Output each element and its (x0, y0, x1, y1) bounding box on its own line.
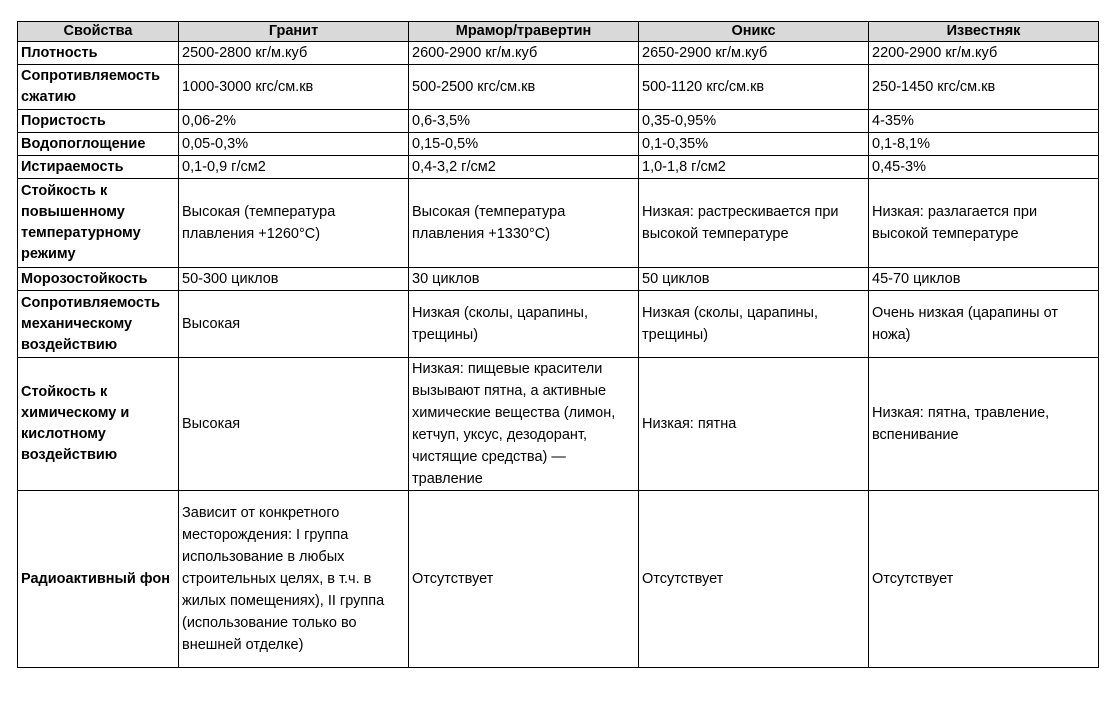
value-cell-limestone: Очень низкая (царапины от ножа) (869, 291, 1099, 358)
property-cell: Сопротивляемость механическому воздействию (18, 291, 179, 358)
value-cell-granite: 0,05-0,3% (179, 133, 409, 156)
value-cell-granite: Высокая (179, 358, 409, 491)
property-cell: Плотность (18, 42, 179, 65)
value-cell-marble: Низкая: пищевые красители вызывают пятна, а активные химические вещества (лимон, кетчуп, уксус, дезодорант, чистящие средства) — травление (409, 358, 639, 491)
table-row (18, 133, 1099, 156)
value-cell-marble: Низкая (сколы, царапины, трещины) (409, 291, 639, 358)
header-row (18, 22, 1099, 42)
value-cell-marble: 500-2500 кгс/см.кв (409, 65, 639, 110)
table-row (18, 291, 1099, 358)
header-cell-onyx: Оникс (639, 22, 869, 42)
value-cell-granite: 1000-3000 кгс/см.кв (179, 65, 409, 110)
value-cell-onyx: 500-1120 кгс/см.кв (639, 65, 869, 110)
value-cell-onyx: 0,1-0,35% (639, 133, 869, 156)
value-cell-marble: 0,4-3,2 г/см2 (409, 156, 639, 179)
value-cell-onyx: 50 циклов (639, 268, 869, 291)
table-row (18, 65, 1099, 110)
header-cell-granite: Гранит (179, 22, 409, 42)
value-cell-granite: 0,06-2% (179, 110, 409, 133)
value-cell-marble: Отсутствует (409, 491, 639, 668)
value-cell-onyx: Отсутствует (639, 491, 869, 668)
header-cell-limestone: Известняк (869, 22, 1099, 42)
property-cell: Морозостойкость (18, 268, 179, 291)
value-cell-granite: 0,1-0,9 г/см2 (179, 156, 409, 179)
table-row (18, 358, 1099, 491)
value-cell-granite: Высокая (температура плавления +1260°C) (179, 179, 409, 268)
value-cell-onyx: Низкая: растрескивается при высокой температуре (639, 179, 869, 268)
table-row (18, 156, 1099, 179)
value-cell-limestone: Отсутствует (869, 491, 1099, 668)
table-row (18, 110, 1099, 133)
property-cell: Сопротивляемость сжатию (18, 65, 179, 110)
table-row (18, 42, 1099, 65)
header-cell-properties: Свойства (18, 22, 179, 42)
table-row (18, 268, 1099, 291)
value-cell-limestone: Низкая: пятна, травление, вспенивание (869, 358, 1099, 491)
property-cell: Пористость (18, 110, 179, 133)
value-cell-limestone: 250-1450 кгс/см.кв (869, 65, 1099, 110)
stone-properties-table (17, 21, 1099, 668)
value-cell-marble: Высокая (температура плавления +1330°C) (409, 179, 639, 268)
value-cell-limestone: 0,45-3% (869, 156, 1099, 179)
value-cell-onyx: Низкая: пятна (639, 358, 869, 491)
table-row (18, 491, 1099, 668)
value-cell-limestone: 45-70 циклов (869, 268, 1099, 291)
value-cell-onyx: 0,35-0,95% (639, 110, 869, 133)
value-cell-granite: Зависит от конкретного месторождения: I группа использование в любых строительных целях, в т.ч. в жилых помещениях), II группа (использование только во внешней отделке) (179, 491, 409, 668)
value-cell-limestone: Низкая: разлагается при высокой температуре (869, 179, 1099, 268)
value-cell-marble: 2600-2900 кг/м.куб (409, 42, 639, 65)
property-cell: Стойкость к химическому и кислотному воздействию (18, 358, 179, 491)
property-cell: Водопоглощение (18, 133, 179, 156)
value-cell-marble: 0,6-3,5% (409, 110, 639, 133)
table-row (18, 179, 1099, 268)
value-cell-granite: 50-300 циклов (179, 268, 409, 291)
value-cell-onyx: Низкая (сколы, царапины, трещины) (639, 291, 869, 358)
property-cell: Истираемость (18, 156, 179, 179)
value-cell-granite: 2500-2800 кг/м.куб (179, 42, 409, 65)
value-cell-marble: 30 циклов (409, 268, 639, 291)
value-cell-limestone: 4-35% (869, 110, 1099, 133)
property-cell: Радиоактивный фон (18, 491, 179, 668)
property-cell: Стойкость к повышенному температурному режиму (18, 179, 179, 268)
value-cell-onyx: 1,0-1,8 г/см2 (639, 156, 869, 179)
value-cell-granite: Высокая (179, 291, 409, 358)
header-cell-marble-travertine: Мрамор/травертин (409, 22, 639, 42)
value-cell-limestone: 2200-2900 кг/м.куб (869, 42, 1099, 65)
value-cell-onyx: 2650-2900 кг/м.куб (639, 42, 869, 65)
value-cell-limestone: 0,1-8,1% (869, 133, 1099, 156)
value-cell-marble: 0,15-0,5% (409, 133, 639, 156)
